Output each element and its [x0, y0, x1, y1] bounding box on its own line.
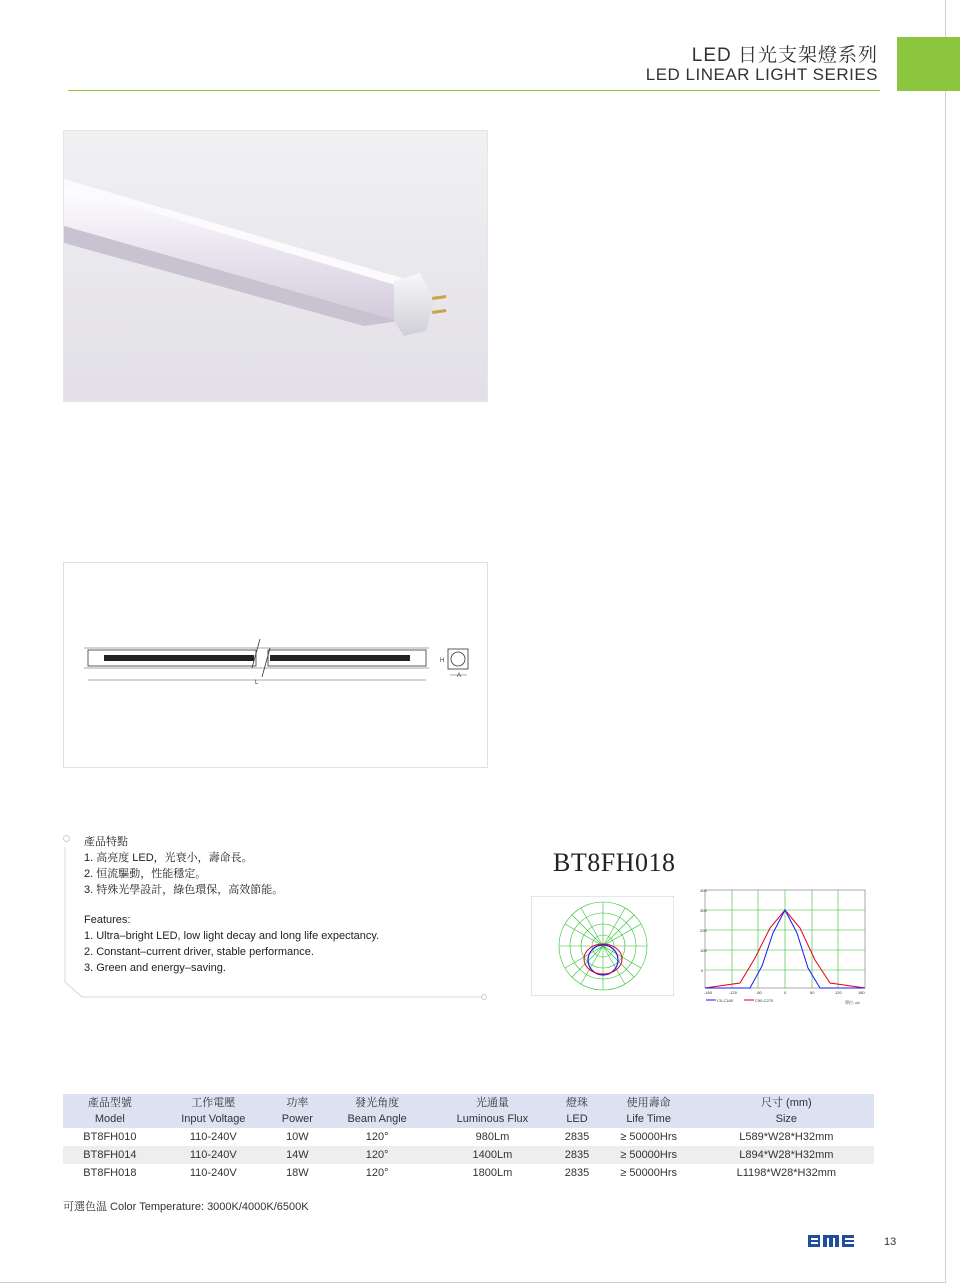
cell-model: BT8FH014: [63, 1146, 157, 1164]
header-divider: [68, 90, 880, 91]
brand-logo: [808, 1235, 854, 1247]
cell-voltage: 110-240V: [189, 1167, 237, 1179]
x-tick-n60: -60: [756, 990, 762, 995]
x-tick-n120: -120: [729, 990, 738, 995]
cell-size: L1198*W28*H32mm: [736, 1167, 837, 1179]
page-number: 13: [884, 1236, 897, 1248]
width-label: A: [457, 673, 462, 679]
features-title-en: Features:: [84, 914, 131, 926]
model-name: BT8FH018: [553, 848, 676, 877]
cell-beam: 120°: [365, 1131, 389, 1143]
cell-size: L894*W28*H32mm: [699, 1146, 874, 1164]
x-tick-60: 60: [810, 990, 815, 995]
cell-power: 18W: [286, 1167, 309, 1179]
cell-lifetime: ≥ 50000Hrs: [599, 1146, 699, 1164]
cell-voltage: 110-240V: [189, 1131, 237, 1143]
legend-c0-c180: C0-C180: [717, 998, 734, 1003]
th-led: 燈珠 LED: [555, 1094, 598, 1128]
feature-en-3: 3. Green and energy–saving.: [84, 962, 226, 974]
feature-cn-3: 3. 特殊光學設計，綠色環保，高效節能。: [84, 884, 284, 896]
table-row: [63, 1128, 874, 1146]
th-flux: 光通量 Luminous Flux: [429, 1094, 555, 1128]
x-tick-180: 180: [858, 990, 865, 995]
th-voltage: 工作電壓 Input Voltage: [157, 1094, 270, 1128]
table-row: [63, 1164, 874, 1182]
cell-flux: 1400Lm: [429, 1146, 555, 1164]
cell-model: BT8FH018: [83, 1167, 137, 1179]
features-bullet: [63, 835, 70, 842]
cell-led: 2835: [555, 1146, 598, 1164]
color-temperature-note: 可選色温 Color Temperature: 3000K/4000K/6500K: [63, 1201, 309, 1213]
cell-beam: 120°: [325, 1146, 430, 1164]
table-header-row: [63, 1094, 874, 1128]
feature-en-1: 1. Ultra–bright LED, low light decay and long life expectancy.: [84, 930, 380, 942]
y-tick-100: 100: [700, 948, 707, 953]
section-tab: [897, 37, 960, 91]
product-photo: [63, 130, 488, 402]
length-label: L: [255, 680, 259, 686]
series-title-en: LED LINEAR LIGHT SERIES: [645, 65, 878, 84]
cell-beam: 120°: [365, 1167, 389, 1179]
cell-flux: 980Lm: [475, 1131, 510, 1143]
candela-curve-chart: [700, 888, 870, 1008]
y-tick-0: 0: [701, 968, 704, 973]
th-beam-angle: 發光角度 Beam Angle: [325, 1094, 430, 1128]
polar-distribution-chart: [531, 896, 674, 996]
cell-flux: 1800Lm: [472, 1167, 513, 1179]
cell-lifetime: ≥ 50000Hrs: [620, 1131, 678, 1143]
height-label: H: [440, 658, 445, 664]
cell-voltage: 110-240V: [157, 1146, 270, 1164]
cell-led: 2835: [564, 1131, 590, 1143]
cell-power: 10W: [286, 1131, 309, 1143]
y-tick-400: 400: [700, 888, 707, 893]
y-tick-200: 200: [700, 928, 707, 933]
th-size: 尺寸 (mm) Size: [699, 1094, 874, 1128]
cell-power: 14W: [270, 1146, 325, 1164]
tube-dimension-svg: [64, 563, 487, 767]
spec-table: [63, 1094, 874, 1182]
y-tick-300: 300: [700, 908, 707, 913]
feature-en-2: 2. Constant–current driver, stable performance.: [84, 946, 314, 958]
led-tube-image: [64, 131, 487, 401]
th-power: 功率 Power: [270, 1094, 325, 1128]
dimension-drawing: [63, 562, 488, 768]
feature-cn-1: 1. 高亮度 LED，光衰小，壽命長。: [84, 852, 253, 864]
legend-c90-c270: C90-C270: [755, 998, 774, 1003]
x-tick-n180: -180: [704, 990, 713, 995]
cell-size: L589*W28*H32mm: [739, 1131, 834, 1143]
table-row: [63, 1146, 874, 1164]
cell-led: 2835: [564, 1167, 590, 1179]
x-tick-0: 0: [784, 990, 787, 995]
x-tick-120: 120: [835, 990, 842, 995]
features-title-cn: 產品特點: [84, 836, 128, 848]
features-block: [84, 834, 379, 976]
th-lifetime: 使用壽命 Life Time: [599, 1094, 699, 1128]
cell-lifetime: ≥ 50000Hrs: [620, 1167, 678, 1179]
th-model: 產品型號 Model: [63, 1094, 157, 1128]
series-title-cn: LED 日光支架燈系列: [691, 45, 878, 66]
feature-cn-2: 2. 恒流驅動，性能穩定。: [84, 868, 207, 880]
cell-model: BT8FH010: [83, 1131, 137, 1143]
unit-label: 單位: cd: [845, 1000, 860, 1005]
